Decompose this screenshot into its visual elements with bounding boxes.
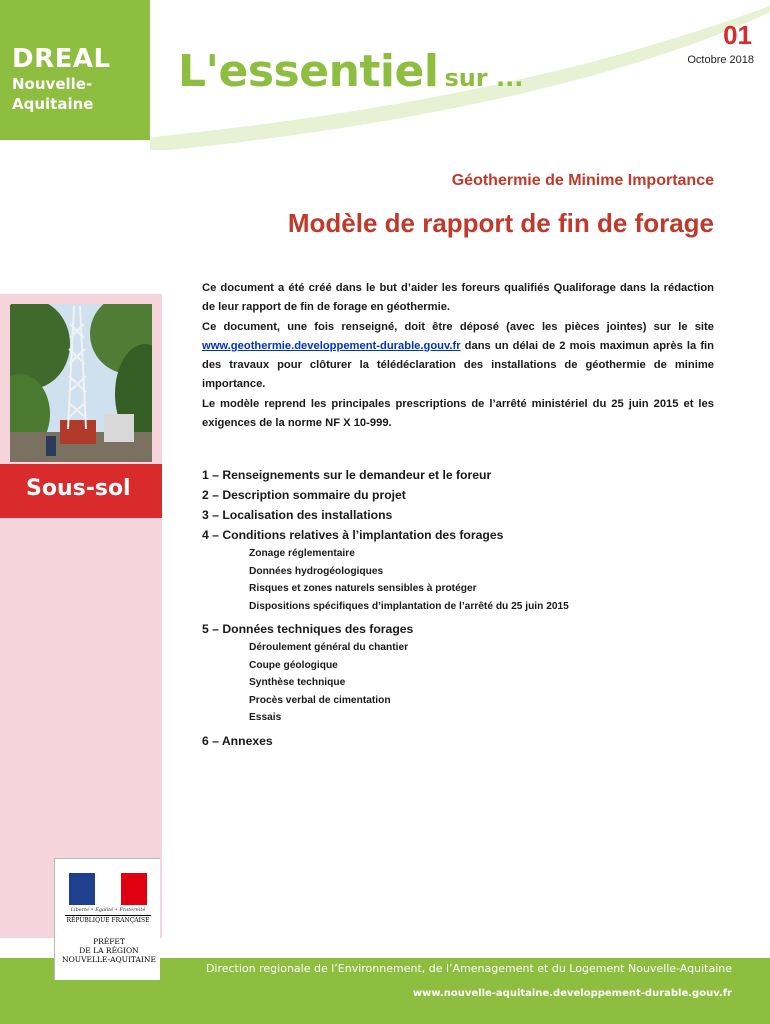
document-subtitle: Géothermie de Minime Importance (451, 172, 714, 189)
republique-francaise: RÉPUBLIQUE FRANÇAISE (66, 917, 150, 924)
toc-subitem: Essais (249, 712, 282, 723)
republic-motto: Liberté • Égalité • Fraternité (70, 907, 146, 913)
series-title (178, 46, 523, 97)
intro-paragraph-2 (202, 318, 714, 395)
intro-p2-after: dans un délai de 2 mois maximun après la fin des travaux pour clôturer la télédéclaration des installations de géothermie de minime importance. (202, 339, 714, 391)
footer-website-link[interactable]: www.nouvelle-aquitaine.developpement-durable.gouv.fr (412, 988, 732, 999)
section-label: Sous-sol (26, 476, 131, 501)
drilling-rig-photo (10, 304, 152, 462)
table-of-contents (202, 465, 722, 751)
issue-number: 01 (723, 20, 752, 50)
dreal-brand (12, 44, 111, 114)
toc-subitem: Dispositions spécifiques d’implantation de l’arrêté du 25 juin 2015 (249, 600, 569, 612)
prefet-logo (54, 858, 160, 980)
series-title-sur: sur ... (444, 64, 524, 92)
toc-item: 4 – Conditions relatives à l’implantation des forages (202, 528, 504, 542)
toc-subitem: Déroulement général du chantier (249, 642, 409, 653)
document-title: Modèle de rapport de fin de forage (287, 208, 714, 238)
series-title-main: L'essentiel (178, 46, 439, 97)
toc-subitem: Risques et zones naturels sensibles à protéger (249, 583, 477, 594)
prefet-line1: PRÉFET (93, 937, 125, 946)
marianne-flag-icon (69, 873, 147, 905)
toc-item: 3 – Localisation des installations (202, 508, 393, 522)
intro-paragraph-3: Le modèle reprend les principales prescriptions de l’arrêté ministériel du 25 juin 2015 et les exigences de la norme NF X 10-999. (202, 397, 714, 430)
toc-item: 2 – Description sommaire du projet (202, 488, 406, 502)
brand-line3: Aquitaine (12, 95, 94, 113)
toc-item: 1 – Renseignements sur le demandeur et le foreur (202, 468, 492, 482)
geothermie-site-link[interactable]: www.geothermie.developpement-durable.gouv.fr (202, 339, 461, 352)
brand-line2: Nouvelle- (12, 75, 93, 93)
prefet-line2: DE LA RÉGION (79, 946, 139, 955)
toc-subitem: Synthèse technique (249, 677, 346, 688)
toc-subitem: Données hydrogéologiques (249, 565, 384, 577)
intro-p2-before: Ce document, une fois renseigné, doit être déposé (avec les pièces jointes) sur le site (202, 320, 714, 333)
footer-direction: Direction regionale de l’Environnement, de l’Amenagement et du Logement Nouvelle-Aquitaine (205, 962, 732, 975)
prefet-text (59, 937, 159, 964)
toc-item: 6 – Annexes (202, 733, 273, 748)
toc-subitem: Procès verbal de cimentation (249, 694, 391, 706)
prefet-line3: NOUVELLE-AQUITAINE (62, 955, 156, 964)
brand-line1: DREAL (12, 44, 111, 74)
issue-date: Octobre 2018 (687, 54, 754, 66)
intro-text (202, 279, 714, 433)
toc-item: 5 – Données techniques des forages (202, 622, 414, 636)
section-tag (0, 464, 162, 518)
toc-subitem: Zonage réglementaire (249, 548, 355, 559)
toc-subitem: Coupe géologique (249, 659, 338, 671)
intro-paragraph-1: Ce document a été créé dans le but d’aider les foreurs qualifiés Qualiforage dans la rédaction de leur rapport de fin de forage en géothermie. (202, 282, 714, 314)
